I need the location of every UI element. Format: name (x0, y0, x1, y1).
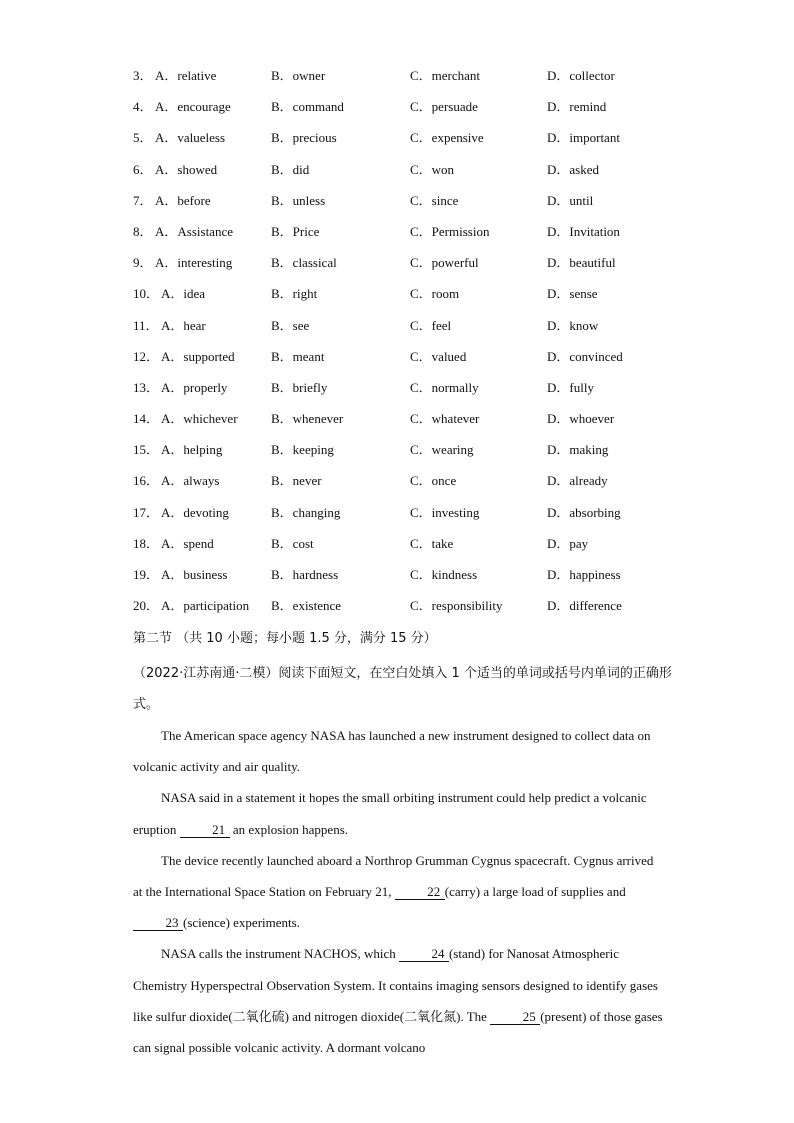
question-number: 3． (133, 68, 153, 83)
option-d[interactable]: D．beautiful (547, 255, 616, 271)
section-heading: 第二节 （共 10 小题；每小题 1.5 分，满分 15 分） (133, 631, 437, 646)
question-number: 7． (133, 192, 153, 208)
question-row (133, 410, 693, 441)
question-row (133, 192, 693, 223)
question-number: 14． (133, 411, 160, 427)
question-row (133, 597, 693, 628)
option-c[interactable]: C．kindness (410, 567, 478, 582)
option-d[interactable]: D．until (547, 192, 594, 208)
question-number: 17． (133, 504, 160, 520)
option-a[interactable]: A．showed (155, 161, 218, 177)
option-c[interactable]: C．Permission (410, 223, 490, 239)
option-b[interactable]: B．hardness (271, 567, 339, 582)
option-d[interactable]: D．convinced (547, 348, 623, 364)
option-d[interactable]: D．absorbing (547, 504, 621, 520)
section-instructions: （2022·江苏南通·二模）阅读下面短文，在空白处填入 1 个适当的单词或括号内单词的正确形式。 (133, 666, 672, 712)
option-d[interactable]: D．pay (547, 535, 589, 551)
option-b[interactable]: B．keeping (271, 442, 334, 458)
option-c[interactable]: C．won (410, 161, 455, 177)
passage-paragraph-4 (133, 938, 663, 1063)
option-d[interactable]: D．important (547, 130, 620, 146)
option-c[interactable]: C．responsibility (410, 598, 503, 614)
option-a[interactable]: A．always (161, 473, 220, 489)
passage-text: an explosion happens. (229, 821, 348, 837)
option-d[interactable]: D．sense (547, 286, 598, 302)
option-d[interactable]: D．happiness (547, 567, 621, 582)
option-b[interactable]: B．never (271, 473, 322, 489)
option-c[interactable]: C．valued (410, 348, 467, 364)
option-b[interactable]: B．right (271, 286, 318, 302)
passage-text: NASA calls the instrument NACHOS, which (161, 946, 399, 962)
question-row (133, 379, 693, 410)
passage-paragraph-3 (133, 845, 663, 939)
option-a[interactable]: A．valueless (155, 130, 226, 146)
blank-21[interactable]: 21 (180, 823, 230, 838)
question-row (133, 285, 693, 316)
option-a[interactable]: A．hear (161, 317, 206, 333)
question-row (133, 317, 693, 348)
passage-text: (present) of those gases can signal possible volcanic activity. A dormant volcano (133, 1008, 663, 1056)
option-c[interactable]: C．normally (410, 379, 479, 395)
option-d[interactable]: D．fully (547, 379, 594, 395)
passage-text: (science) experiments. (183, 915, 300, 931)
option-b[interactable]: B．cost (271, 535, 314, 551)
question-row (133, 67, 693, 98)
question-number: 16． (133, 473, 160, 489)
option-d[interactable]: D．remind (547, 99, 607, 115)
question-number: 9． (133, 255, 153, 271)
question-number: 11． (133, 317, 159, 333)
blank-25[interactable]: 25 (490, 1010, 540, 1025)
option-b[interactable]: B．did (271, 161, 310, 177)
option-b[interactable]: B．command (271, 99, 344, 115)
passage-paragraph-1 (133, 720, 663, 782)
option-c[interactable]: C．whatever (410, 411, 480, 427)
question-row (133, 348, 693, 379)
reading-passage (133, 720, 663, 1063)
option-d[interactable]: D．collector (547, 68, 615, 83)
question-list (133, 67, 693, 628)
question-number: 18． (133, 535, 160, 551)
question-number: 8． (133, 223, 153, 239)
option-a[interactable]: A．business (161, 567, 228, 582)
option-a[interactable]: A．relative (155, 68, 217, 83)
option-b[interactable]: B．existence (271, 598, 342, 614)
question-number: 6． (133, 161, 153, 177)
option-d[interactable]: D．Invitation (547, 223, 620, 239)
option-c[interactable]: C．merchant (410, 68, 481, 83)
option-a[interactable]: A．helping (161, 442, 223, 458)
question-row (133, 566, 693, 597)
question-number: 4． (133, 99, 153, 115)
option-d[interactable]: D．already (547, 473, 608, 489)
option-a[interactable]: A．before (155, 192, 211, 208)
blank-24[interactable]: 24 (399, 947, 449, 962)
question-row (133, 504, 693, 535)
option-b[interactable]: B．meant (271, 348, 325, 364)
question-number: 20． (133, 598, 160, 614)
option-a[interactable]: A．Assistance (155, 223, 233, 239)
passage-text: (stand) for Nanosat Atmospheric Chemistry Hyperspectral Observation System. It contains imaging sensors designed to identify gases like sulfur dioxide(二氧化硫) and nitrogen dioxide(二氧化氮). The (133, 946, 658, 1024)
option-b[interactable]: B．see (271, 317, 310, 333)
question-number: 19． (133, 567, 160, 582)
option-b[interactable]: B．precious (271, 130, 337, 146)
question-number: 13． (133, 379, 160, 395)
question-row (133, 98, 693, 129)
question-row (133, 161, 693, 192)
blank-23[interactable]: 23 (133, 916, 183, 931)
option-b[interactable]: B．classical (271, 255, 337, 271)
question-row (133, 129, 693, 160)
question-number: 12． (133, 348, 160, 364)
option-a[interactable]: A．supported (161, 348, 235, 364)
question-row (133, 441, 693, 472)
option-a[interactable]: A．spend (161, 535, 214, 551)
option-d[interactable]: D．asked (547, 161, 599, 177)
option-a[interactable]: A．participation (161, 598, 250, 614)
option-c[interactable]: C．investing (410, 504, 480, 520)
option-d[interactable]: D．whoever (547, 411, 615, 427)
option-a[interactable]: A．idea (161, 286, 206, 302)
option-c[interactable]: C．since (410, 192, 459, 208)
option-d[interactable]: D．know (547, 317, 599, 333)
option-b[interactable]: B．briefly (271, 379, 328, 395)
option-b[interactable]: B．owner (271, 68, 326, 83)
option-a[interactable]: A．devoting (161, 504, 229, 520)
option-d[interactable]: D．difference (547, 598, 622, 614)
option-d[interactable]: D．making (547, 442, 609, 458)
question-number: 10． (133, 286, 160, 302)
option-c[interactable]: C．take (410, 535, 454, 551)
option-b[interactable]: B．Price (271, 223, 320, 239)
question-row (133, 535, 693, 566)
option-b[interactable]: B．whenever (271, 411, 344, 427)
option-a[interactable]: A．encourage (155, 99, 231, 115)
option-a[interactable]: A．interesting (155, 255, 233, 271)
passage-text: (carry) a large load of supplies and (444, 884, 626, 900)
question-row (133, 254, 693, 285)
option-c[interactable]: C．wearing (410, 442, 474, 458)
blank-22[interactable]: 22 (395, 885, 445, 900)
option-b[interactable]: B．changing (271, 504, 341, 520)
option-c[interactable]: C．expensive (410, 130, 484, 146)
option-a[interactable]: A．whichever (161, 411, 238, 427)
option-c[interactable]: C．once (410, 473, 457, 489)
option-c[interactable]: C．feel (410, 317, 452, 333)
passage-text: NASA said in a statement it hopes the small orbiting instrument could help predict a volcanic eruption (133, 790, 647, 837)
question-row (133, 472, 693, 503)
passage-text: The device recently launched aboard a Northrop Grumman Cygnus spacecraft. Cygnus arrived at the International Space Station on February 21, (133, 852, 654, 900)
option-c[interactable]: C．room (410, 286, 460, 302)
option-a[interactable]: A．properly (161, 379, 228, 395)
passage-paragraph-2 (133, 782, 663, 844)
question-number: 15． (133, 442, 160, 458)
passage-text: The American space agency NASA has launched a new instrument designed to collect data on volcanic activity and air quality. (133, 728, 651, 775)
option-c[interactable]: C．persuade (410, 99, 478, 115)
option-b[interactable]: B．unless (271, 192, 326, 208)
question-number: 5． (133, 130, 153, 146)
question-row (133, 223, 693, 254)
option-c[interactable]: C．powerful (410, 255, 479, 271)
